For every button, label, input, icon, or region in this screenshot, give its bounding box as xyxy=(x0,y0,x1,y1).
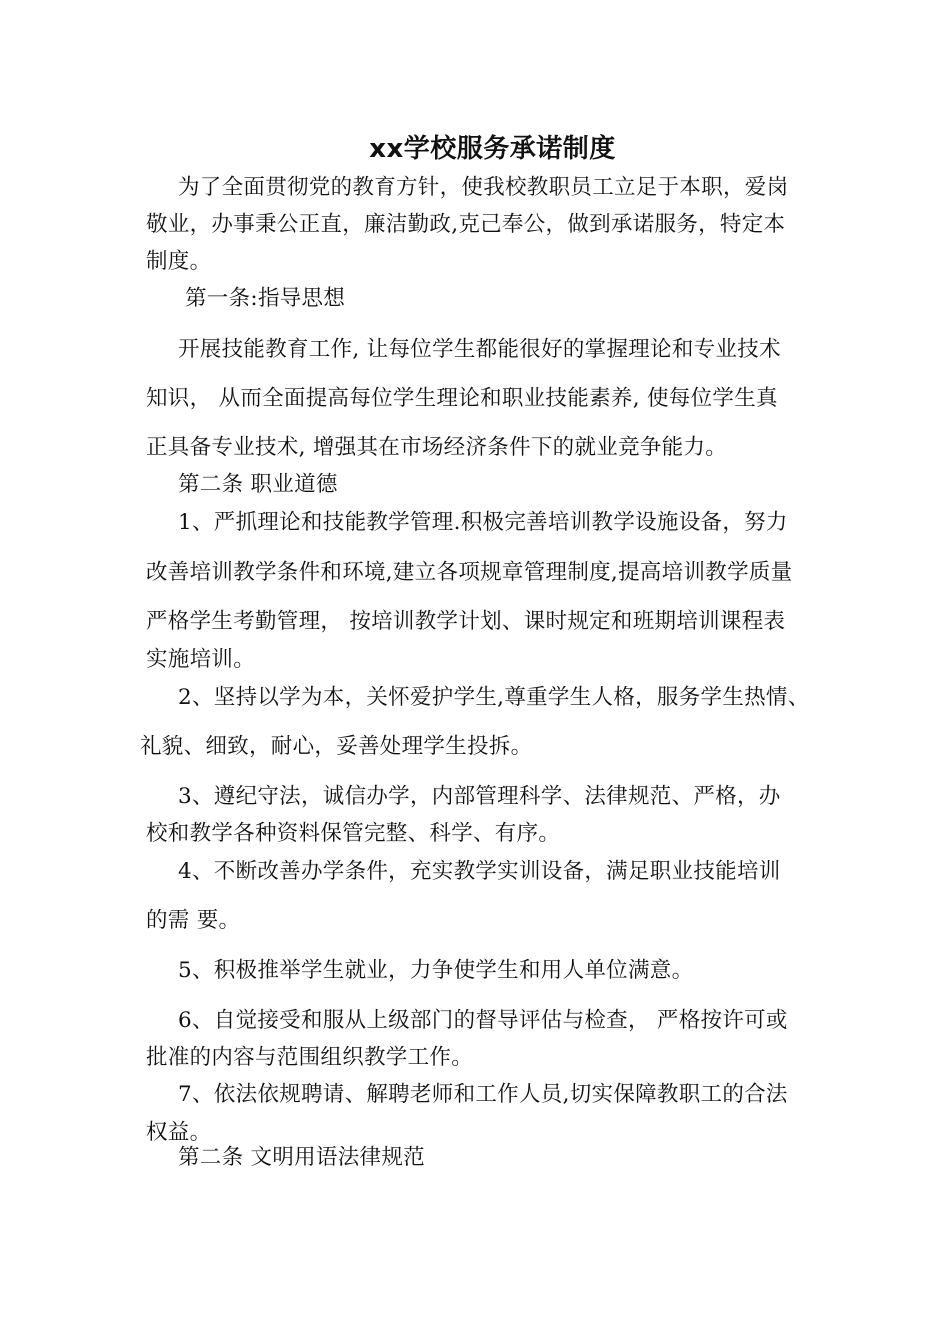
paragraph-line: 5、积极推举学生就业，力争使学生和用人单位满意。 xyxy=(178,958,694,983)
paragraph-line: 为了全面贯彻党的教育方针，使我校教职员工立足于本职，爱岗 xyxy=(178,175,789,200)
paragraph-line: 1、严抓理论和技能教学管理.积极完善培训教学设施设备，努力 xyxy=(178,510,788,535)
paragraph-line: 正具备专业技术, 增强其在市场经济条件下的就业竞争能力。 xyxy=(146,435,728,460)
document-title: xx学校服务承诺制度 xyxy=(369,134,616,164)
paragraph-line: 批准的内容与范围组织教学工作。 xyxy=(146,1045,474,1070)
section-heading: 第一条:指导思想 xyxy=(185,286,346,311)
paragraph-line: 制度。 xyxy=(146,249,212,274)
paragraph-line: 开展技能教育工作, 让每位学生都能很好的掌握理论和专业技术 xyxy=(178,337,781,362)
paragraph-line: 改善培训教学条件和环境,建立各项规章管理制度,提高培训教学质量 xyxy=(146,560,793,585)
paragraph-line: 2、坚持以学为本，关怀爱护学生,尊重学生人格，服务学生热情、 xyxy=(178,685,810,710)
paragraph-line: 严格学生考勤管理， 按培训教学计划、课时规定和班期培训课程表 xyxy=(146,609,786,634)
paragraph-line: 知识， 从而全面提高每位学生理论和职业技能素养, 使每位学生真 xyxy=(146,386,778,411)
paragraph-line: 的需 要。 xyxy=(146,908,241,933)
paragraph-line: 4、不断改善办学条件，充实教学实训设备，满足职业技能培训 xyxy=(178,859,781,884)
paragraph-line: 礼貌、细致，耐心，妥善处理学生投拆。 xyxy=(140,734,533,759)
section-heading: 第二条 文明用语法律规范 xyxy=(178,1145,425,1170)
paragraph-line: 6、自觉接受和服从上级部门的督导评估与检查， 严格按许可或 xyxy=(178,1008,788,1033)
paragraph-line: 3、遵纪守法，诚信办学，内部管理科学、法律规范、严格，办 xyxy=(178,784,781,809)
paragraph-line: 校和教学各种资料保管完整、科学、有序。 xyxy=(146,821,561,846)
paragraph-line: 7、依法依规聘请、解聘老师和工作人员,切实保障教职工的合法 xyxy=(178,1082,788,1107)
paragraph-line: 权益。 xyxy=(146,1120,212,1145)
paragraph-line: 实施培训。 xyxy=(146,647,256,672)
section-heading: 第二条 职业道德 xyxy=(178,472,338,497)
paragraph-line: 敬业，办事秉公正直，廉洁勤政,克己奉公，做到承诺服务，特定本 xyxy=(146,212,786,237)
